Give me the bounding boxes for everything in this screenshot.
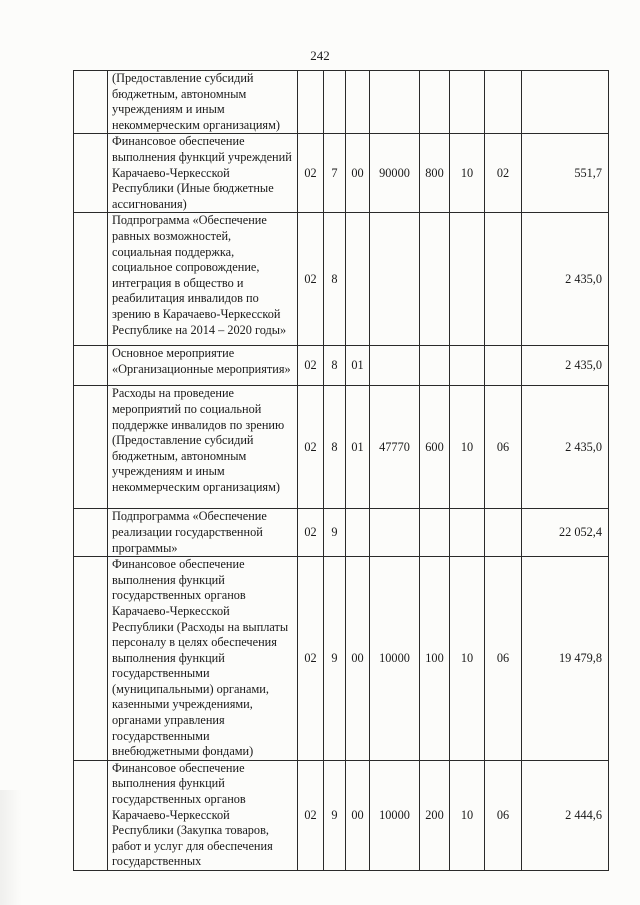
code-cell-c7: 02 [485, 134, 522, 213]
code-cell-c5: 600 [420, 386, 450, 509]
code-cell-c2: 9 [324, 760, 346, 870]
amount-cell: 2 435,0 [522, 386, 609, 509]
code-cell-c7: 06 [485, 557, 522, 761]
table-row [74, 134, 609, 213]
code-cell-c1: 02 [298, 557, 324, 761]
expense-name-cell: Подпрограмма «Обеспечение реализации государственной программы» [108, 509, 298, 557]
code-cell-c7: 06 [485, 760, 522, 870]
code-cell-c7: 06 [485, 386, 522, 509]
code-cell-c3 [346, 71, 370, 134]
expense-name-cell: Подпрограмма «Обеспечение равных возможностей, социальная поддержка, социальное сопровождение, интеграция в общество и реабилитация инвалидов по зрению в Карачаево-Черкесской Республике на 2014 – 2020 годы» [108, 213, 298, 346]
code-cell-c6: 10 [450, 386, 485, 509]
table-row [74, 509, 609, 557]
code-cell-c7 [485, 213, 522, 346]
code-cell-c1: 02 [298, 509, 324, 557]
code-cell-c3 [346, 213, 370, 346]
code-cell-c3: 00 [346, 557, 370, 761]
code-cell-c6 [450, 71, 485, 134]
page-number: 242 [310, 48, 330, 63]
code-cell-c1: 02 [298, 386, 324, 509]
table-row [74, 760, 609, 870]
amount-cell: 551,7 [522, 134, 609, 213]
code-cell-c3: 01 [346, 346, 370, 386]
code-cell-c2: 7 [324, 134, 346, 213]
row-number-cell [74, 213, 108, 346]
expense-name-cell: Финансовое обеспечение выполнения функций государственных органов Карачаево-Черкесской Республики (Расходы на выплаты персоналу в целях обеспечения выполнения функций государственными (муниципальными) органами, казенными учреждениями, органами управления государственными внебюджетными фондами) [108, 557, 298, 761]
code-cell-c4 [370, 71, 420, 134]
code-cell-c2: 8 [324, 213, 346, 346]
code-cell-c5: 800 [420, 134, 450, 213]
expense-name-cell: Расходы на проведение мероприятий по социальной поддержке инвалидов по зрению (Предоставление субсидий бюджетным, автономным учреждениям и иным некоммерческим организациям) [108, 386, 298, 509]
code-cell-c7 [485, 509, 522, 557]
row-number-cell [74, 134, 108, 213]
code-cell-c6: 10 [450, 760, 485, 870]
code-cell-c1 [298, 71, 324, 134]
code-cell-c1: 02 [298, 134, 324, 213]
amount-cell: 22 052,4 [522, 509, 609, 557]
amount-cell: 2 435,0 [522, 213, 609, 346]
row-number-cell [74, 509, 108, 557]
code-cell-c5 [420, 71, 450, 134]
code-cell-c5 [420, 346, 450, 386]
page-shadow [0, 790, 22, 905]
code-cell-c4 [370, 509, 420, 557]
expense-name-cell: Финансовое обеспечение выполнения функций государственных органов Карачаево-Черкесской Республики (Закупка товаров, работ и услуг для обеспечения государственных [108, 760, 298, 870]
table-row [74, 386, 609, 509]
code-cell-c4: 10000 [370, 760, 420, 870]
amount-cell: 2 435,0 [522, 346, 609, 386]
expense-name-cell: Основное мероприятие «Организационные мероприятия» [108, 346, 298, 386]
code-cell-c4: 47770 [370, 386, 420, 509]
code-cell-c3: 00 [346, 134, 370, 213]
table-row [74, 346, 609, 386]
amount-cell: 19 479,8 [522, 557, 609, 761]
code-cell-c7 [485, 346, 522, 386]
code-cell-c6: 10 [450, 557, 485, 761]
code-cell-c6 [450, 213, 485, 346]
code-cell-c5 [420, 213, 450, 346]
row-number-cell [74, 557, 108, 761]
code-cell-c6: 10 [450, 134, 485, 213]
code-cell-c1: 02 [298, 213, 324, 346]
code-cell-c3: 01 [346, 386, 370, 509]
budget-table [73, 70, 609, 871]
code-cell-c2: 8 [324, 346, 346, 386]
code-cell-c1: 02 [298, 346, 324, 386]
expense-name-cell: (Предоставление субсидий бюджетным, автономным учреждениям и иным некоммерческим организациям) [108, 71, 298, 134]
row-number-cell [74, 386, 108, 509]
row-number-cell [74, 71, 108, 134]
code-cell-c6 [450, 346, 485, 386]
code-cell-c3 [346, 509, 370, 557]
table-row [74, 213, 609, 346]
code-cell-c4 [370, 213, 420, 346]
row-number-cell [74, 760, 108, 870]
code-cell-c4: 10000 [370, 557, 420, 761]
table-row [74, 71, 609, 134]
code-cell-c3: 00 [346, 760, 370, 870]
code-cell-c2 [324, 71, 346, 134]
code-cell-c2: 9 [324, 557, 346, 761]
table-row [74, 557, 609, 761]
code-cell-c7 [485, 71, 522, 134]
code-cell-c6 [450, 509, 485, 557]
amount-cell [522, 71, 609, 134]
expense-name-cell: Финансовое обеспечение выполнения функций учреждений Карачаево-Черкесской Республики (Иные бюджетные ассигнования) [108, 134, 298, 213]
code-cell-c1: 02 [298, 760, 324, 870]
code-cell-c5: 100 [420, 557, 450, 761]
code-cell-c5 [420, 509, 450, 557]
code-cell-c4: 90000 [370, 134, 420, 213]
code-cell-c2: 8 [324, 386, 346, 509]
amount-cell: 2 444,6 [522, 760, 609, 870]
code-cell-c2: 9 [324, 509, 346, 557]
code-cell-c4 [370, 346, 420, 386]
row-number-cell [74, 346, 108, 386]
code-cell-c5: 200 [420, 760, 450, 870]
